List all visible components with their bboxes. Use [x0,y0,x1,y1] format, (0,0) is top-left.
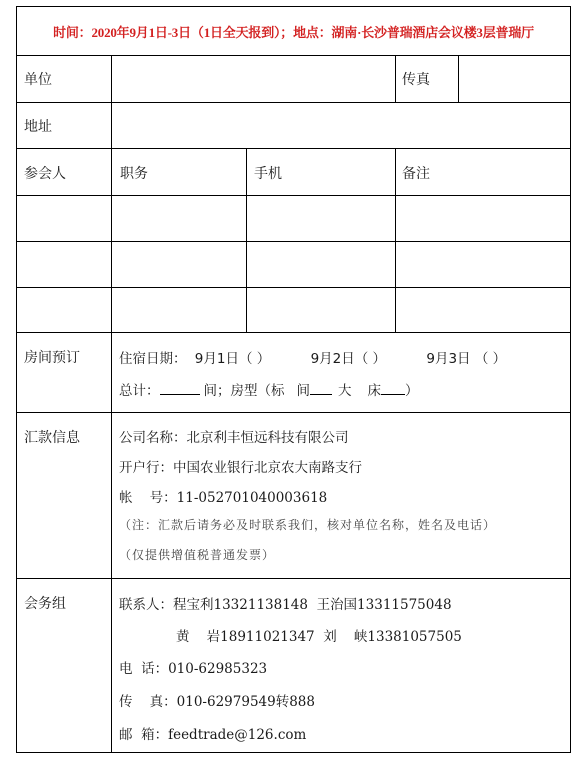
stay-date-row [119,347,506,367]
unit-label: 单位 [24,72,52,88]
company-name: 公司名称：北京利丰恒远科技有限公司 [119,430,349,446]
attendee-row-2-name[interactable] [16,241,112,288]
remark-column-header: 备注 [402,166,430,182]
room-label-cell [16,332,112,413]
unit-input-cell[interactable] [111,55,396,103]
attendee-row-3-position[interactable] [111,287,247,333]
room-type-label: 间；房型（标 [203,383,285,399]
fax-input-cell[interactable] [458,55,571,103]
bank-name: 开户行：中国农业银行北京农大南路支行 [119,460,362,476]
attendee-label: 参会人 [24,166,66,182]
address-input-cell[interactable] [111,102,571,149]
room-count-blank[interactable] [160,382,200,395]
registration-form [16,6,571,753]
big-bed-label-1: 大 [338,383,352,399]
contact-line-2: 黄 岩18911021347 刘 峡13381057505 [176,629,462,645]
staff-phone: 电 话：010-62985323 [119,661,268,677]
total-label: 总计： [119,383,160,399]
stay-date-label: 住宿日期： [119,351,187,367]
attendee-row-2-remark[interactable] [395,241,571,288]
standard-room-label: 间 [296,383,310,399]
date-option-2[interactable]: 9月2日（ ） [310,351,387,367]
staff-label: 会务组 [24,596,66,612]
invoice-note: （仅提供增值税普通发票） [119,548,276,562]
room-content-cell [111,332,571,413]
attendee-row-3-name[interactable] [16,287,112,333]
room-close-paren: ） [405,383,419,399]
attendee-row-3-phone[interactable] [246,287,396,333]
attendee-row-1-name[interactable] [16,195,112,242]
position-column-header: 职务 [120,166,148,182]
fax-label: 传真 [402,72,430,88]
contact-line-1: 联系人：程宝利13321138148 王治国13311575048 [119,597,452,613]
room-label: 房间预订 [24,350,80,366]
big-bed-label-2: 床 [367,383,381,399]
attendee-row-2-position[interactable] [111,241,247,288]
account-number: 帐 号：11-052701040003618 [119,490,328,506]
attendee-row-1-position[interactable] [111,195,247,242]
address-label: 地址 [24,119,52,135]
attendee-row-2-phone[interactable] [246,241,396,288]
date-option-1[interactable]: 9月1日（ ） [194,351,271,367]
big-bed-blank[interactable] [381,382,405,395]
remit-label: 汇款信息 [24,430,80,446]
staff-email[interactable]: 邮 箱：feedtrade@126.com [119,727,307,743]
standard-room-blank[interactable] [310,382,332,395]
remit-note: （注：汇款后请务必及时联系我们，核对单位名称，姓名及电话） [119,518,497,532]
attendee-row-1-phone[interactable] [246,195,396,242]
date-option-3[interactable]: 9月3日 （ ） [426,351,507,367]
phone-column-header: 手机 [254,166,282,182]
attendee-row-3-remark[interactable] [395,287,571,333]
staff-fax: 传 真：010-62979549转888 [119,694,315,710]
room-total-row [119,379,419,399]
attendee-row-1-remark[interactable] [395,195,571,242]
event-info-text: 时间：2020年9月1日-3日（1日全天报到）；地点：湖南·长沙普瑞酒店会议楼3层普瑞厅 [53,24,534,40]
event-info-banner [16,6,571,56]
